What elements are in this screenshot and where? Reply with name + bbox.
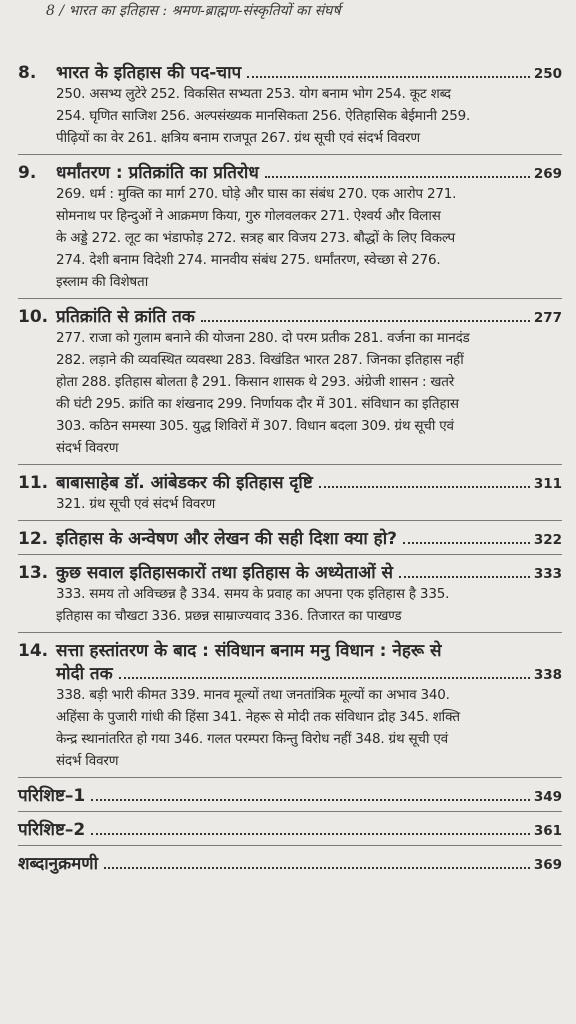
subtopic-line: पीढ़ियों का वेर 261. क्षत्रिय बनाम राजपूत 267. ग्रंथ सूची एवं संदर्भ विवरण [56, 130, 420, 146]
chapter-title: कुछ सवाल इतिहासकारों तथा इतिहास के अध्येताओं से [56, 563, 394, 583]
dot-leader [265, 176, 530, 178]
divider [18, 777, 562, 778]
divider [18, 520, 562, 521]
chapter-number: 8. [18, 63, 37, 83]
subtopic-line: के अड्डे 272. लूट का भंडाफोड़ 272. सत्रह बार विजय 273. बौद्धों के लिए विकल्प [56, 230, 455, 246]
chapter-page-number: 333 [533, 566, 562, 582]
appendix-title: परिशिष्ट–2 [18, 820, 86, 840]
appendix-page-number: 349 [533, 789, 562, 805]
dot-leader [403, 542, 530, 544]
toc-entry-title-row [18, 160, 562, 183]
toc-entry [18, 560, 562, 627]
chapter-title: धर्मांतरण : प्रतिक्रांति का प्रतिरोध [56, 163, 259, 183]
subtopic-line: 250. असभ्य लुटेरे 252. विकसित सभ्यता 253. योग बनाम भोग 254. कूट शब्द [56, 86, 451, 102]
dot-leader [399, 576, 530, 578]
divider [18, 298, 562, 299]
subtopic-line: सोमनाथ पर हिन्दुओं ने आक्रमण किया, गुरु गोलवलकर 271. ऐश्वर्य और विलास [56, 208, 441, 224]
chapter-number: 11. [18, 473, 49, 493]
divider [18, 464, 562, 465]
subtopic-line: इतिहास का चौखटा 336. प्रछन्न साम्राज्यवाद 336. तिजारत का पाखण्ड [56, 608, 402, 624]
chapter-number: 12. [18, 529, 49, 549]
chapter-page-number: 322 [533, 532, 562, 548]
dot-leader [91, 833, 530, 835]
subtopic-line: संदर्भ विवरण [56, 440, 119, 456]
index-page-number: 369 [533, 857, 562, 873]
chapter-title: प्रतिक्रांति से क्रांति तक [56, 307, 195, 327]
subtopic-line: अहिंसा के पुजारी गांधी की हिंसा 341. नेहरू से मोदी तक संविधान द्रोह 345. शक्ति [56, 709, 460, 725]
toc-entry [18, 304, 562, 459]
subtopic-line: 254. घृणित साजिश 256. अल्पसंख्यक मानसिकता 256. ऐतिहासिक बेईमानी 259. [56, 108, 471, 124]
index-title: शब्दानुक्रमणी [18, 854, 99, 874]
toc-entry [18, 783, 562, 806]
chapter-title: भारत के इतिहास की पद-चाप [56, 63, 242, 83]
chapter-title: इतिहास के अन्वेषण और लेखन की सही दिशा क्या हो? [56, 529, 397, 549]
chapter-page-number: 250 [533, 66, 562, 82]
dot-leader [201, 320, 530, 322]
subtopic-line: 277. राजा को गुलाम बनाने की योजना 280. दो परम प्रतीक 281. वर्जना का मानदंड [56, 330, 470, 346]
subtopic-line: 333. समय तो अविच्छन्न है 334. समय के प्रवाह का अपना एक इतिहास है 335. [56, 586, 450, 602]
dot-leader [91, 799, 530, 801]
divider [18, 632, 562, 633]
toc-entry [18, 851, 562, 874]
chapter-number: 10. [18, 307, 49, 327]
chapter-title-continued: मोदी तक [56, 664, 113, 684]
toc-entry-title-row [18, 60, 562, 83]
subtopic-line: 274. देशी बनाम विदेशी 274. मानवीय संबंध 275. धर्मांतरण, स्वेच्छा से 276. [56, 252, 441, 268]
toc-entry [18, 526, 562, 549]
toc-entry-title-row [18, 817, 562, 840]
subtopic-line: संदर्भ विवरण [56, 753, 119, 769]
subtopic-line: होता 288. इतिहास बोलता है 291. किसान शासक थे 293. अंग्रेजी शासन : खतरे [56, 374, 455, 390]
subtopic-line: 338. बड़ी भारी कीमत 339. मानव मूल्यों तथा जनतांत्रिक मूल्यों का अभाव 340. [56, 687, 450, 703]
divider [18, 811, 562, 812]
dot-leader [319, 486, 530, 488]
subtopic-line: 269. धर्म : मुक्ति का मार्ग 270. घोड़े और घास का संबंध 270. एक आरोप 271. [56, 186, 457, 202]
subtopic-line: 321. ग्रंथ सूची एवं संदर्भ विवरण [56, 496, 216, 512]
toc-entry [18, 470, 562, 515]
chapter-page-number: 269 [533, 166, 562, 182]
chapter-page-number: 338 [533, 667, 562, 683]
appendix-page-number: 361 [533, 823, 562, 839]
chapter-number: 13. [18, 563, 49, 583]
running-header: 8 / भारत का इतिहास : श्रमण-ब्राह्मण-संस्कृतियों का संघर्ष [46, 3, 341, 19]
chapter-number: 9. [18, 163, 37, 183]
toc-entry-title-row [18, 783, 562, 806]
dot-leader [247, 76, 530, 78]
dot-leader [104, 867, 530, 869]
toc-entry-title-row [18, 470, 562, 493]
toc-entry [18, 638, 562, 772]
toc-entry-title-row [18, 851, 562, 874]
toc-entry-title-row [18, 526, 562, 549]
chapter-title: बाबासाहेब डॉ. आंबेडकर की इतिहास दृष्टि [56, 473, 313, 493]
subtopic-line: की घंटी 295. क्रांति का शंखनाद 299. निर्णायक दौर में 301. संविधान का इतिहास [56, 396, 459, 412]
chapter-number: 14. [18, 641, 49, 661]
subtopic-line: इस्लाम की विशेषता [56, 274, 149, 290]
subtopic-line: 282. लड़ाने की व्यवस्थित व्यवस्था 283. विखंडित भारत 287. जिनका इतिहास नहीं [56, 352, 464, 368]
divider [18, 845, 562, 846]
chapter-page-number: 311 [533, 476, 562, 492]
toc-entry-title-row [18, 661, 562, 684]
subtopic-line: केन्द्र स्थानांतरित हो गया 346. गलत परम्परा किन्तु विरोध नहीं 348. ग्रंथ सूची एवं [56, 731, 448, 747]
divider [18, 554, 562, 555]
toc-entry [18, 817, 562, 840]
toc-entry [18, 60, 562, 149]
appendix-title: परिशिष्ट–1 [18, 786, 86, 806]
subtopic-line: 303. कठिन समस्या 305. युद्ध शिविरों में 307. विधान बदला 309. ग्रंथ सूची एवं [56, 418, 454, 434]
chapter-page-number: 277 [533, 310, 562, 326]
toc-entry [18, 160, 562, 293]
divider [18, 154, 562, 155]
chapter-title: सत्ता हस्तांतरण के बाद : संविधान बनाम मनु विधान : नेहरू से [56, 641, 442, 661]
toc-entry-title-row [18, 560, 562, 583]
toc-entry-title-row [18, 638, 562, 661]
toc-entry-title-row [18, 304, 562, 327]
dot-leader [119, 677, 530, 679]
